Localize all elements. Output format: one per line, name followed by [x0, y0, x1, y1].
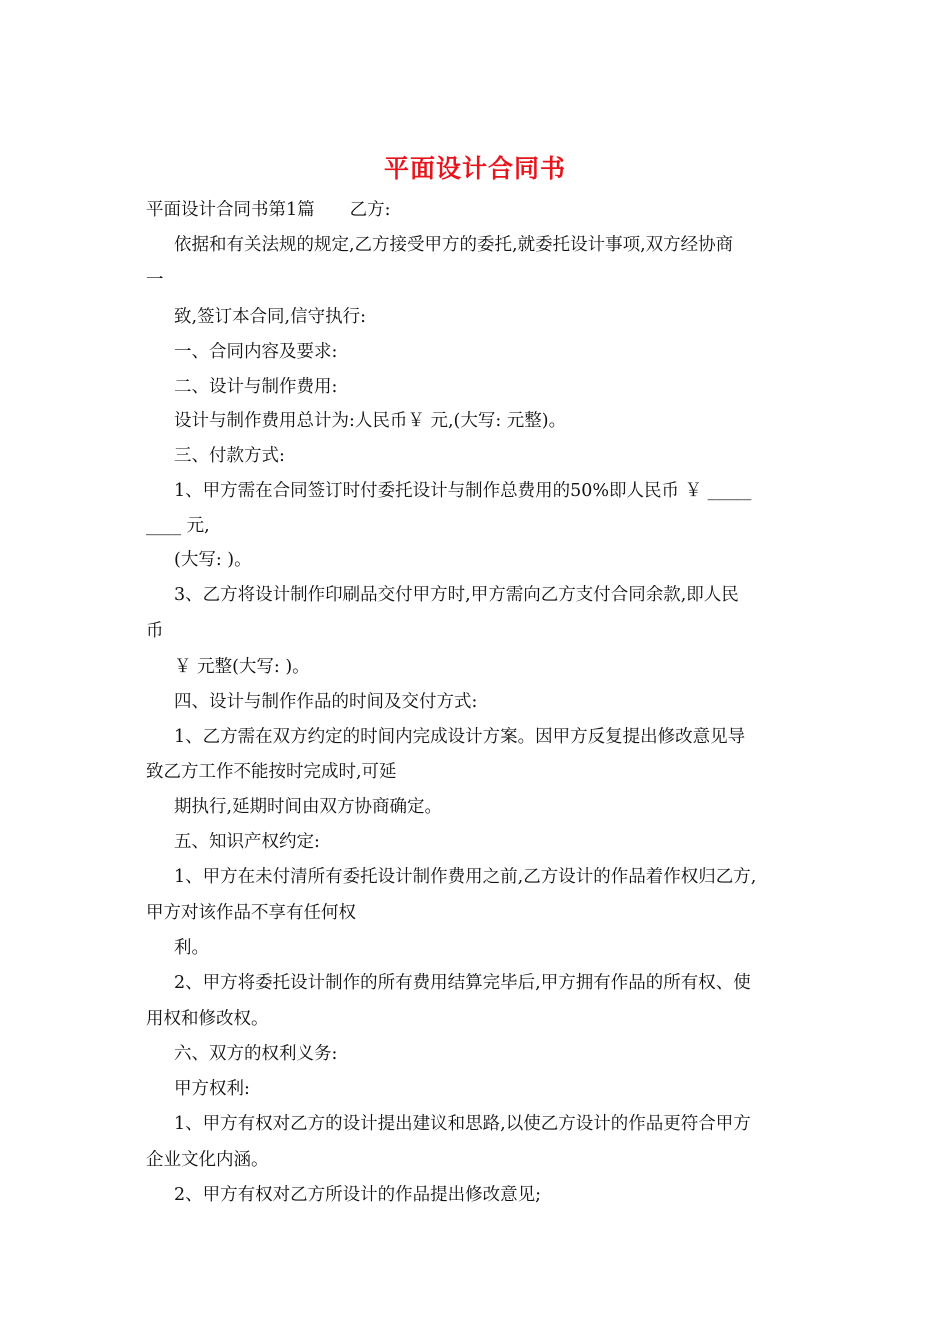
text-line: 甲方对该作品不享有任何权	[146, 903, 356, 923]
text-line: 致,签订本合同,信守执行:	[174, 307, 367, 327]
text-line: 1、甲方有权对乙方的设计提出建议和思路,以使乙方设计的作品更符合甲方	[174, 1114, 751, 1134]
text-line: 2、甲方将委托设计制作的所有费用结算完毕后,甲方拥有作品的所有权、使	[174, 973, 751, 993]
text-line: (大写: )。	[174, 550, 252, 570]
text-line: 币	[146, 621, 164, 641]
text-line: 企业文化内涵。	[146, 1150, 269, 1170]
text-line: 3、乙方将设计制作印刷品交付甲方时,甲方需向乙方支付合同余款,即人民	[174, 585, 739, 605]
text-line: 期执行,延期时间由双方协商确定。	[174, 797, 443, 817]
text-line: 1、乙方需在双方约定的时间内完成设计方案。因甲方反复提出修改意见导	[174, 727, 746, 747]
text-line: 设计与制作费用总计为:人民币￥ 元,(大写: 元整)。	[174, 411, 567, 431]
text-line: 一、合同内容及要求:	[174, 342, 338, 362]
text-line: 六、双方的权利义务:	[174, 1044, 338, 1064]
text-line: 三、付款方式:	[174, 446, 285, 466]
text-line: 1、甲方在未付清所有委托设计制作费用之前,乙方设计的作品着作权归乙方,	[174, 867, 757, 887]
text-line: ￥ 元整(大写: )。	[174, 657, 310, 677]
text-line: 五、知识产权约定:	[174, 832, 320, 852]
text-line: ____ 元,	[146, 516, 210, 536]
text-line: 2、甲方有权对乙方所设计的作品提出修改意见;	[174, 1185, 542, 1205]
text-line: 利。	[174, 938, 209, 958]
text-line: 一	[146, 270, 164, 290]
text-line: 二、设计与制作费用:	[174, 377, 338, 397]
text-line: 1、甲方需在合同签订时付委托设计与制作总费用的50%即人民币 ￥ _____	[174, 481, 752, 501]
document-title: 平面设计合同书	[383, 154, 566, 183]
text-line: 甲方权利:	[174, 1079, 250, 1099]
text-line: 平面设计合同书第1篇 乙方:	[146, 200, 391, 220]
text-line: 用权和修改权。	[146, 1009, 269, 1029]
text-line: 四、设计与制作作品的时间及交付方式:	[174, 692, 478, 712]
text-line: 致乙方工作不能按时完成时,可延	[146, 762, 397, 782]
text-line: 依据和有关法规的规定,乙方接受甲方的委托,就委托设计事项,双方经协商	[174, 235, 734, 255]
